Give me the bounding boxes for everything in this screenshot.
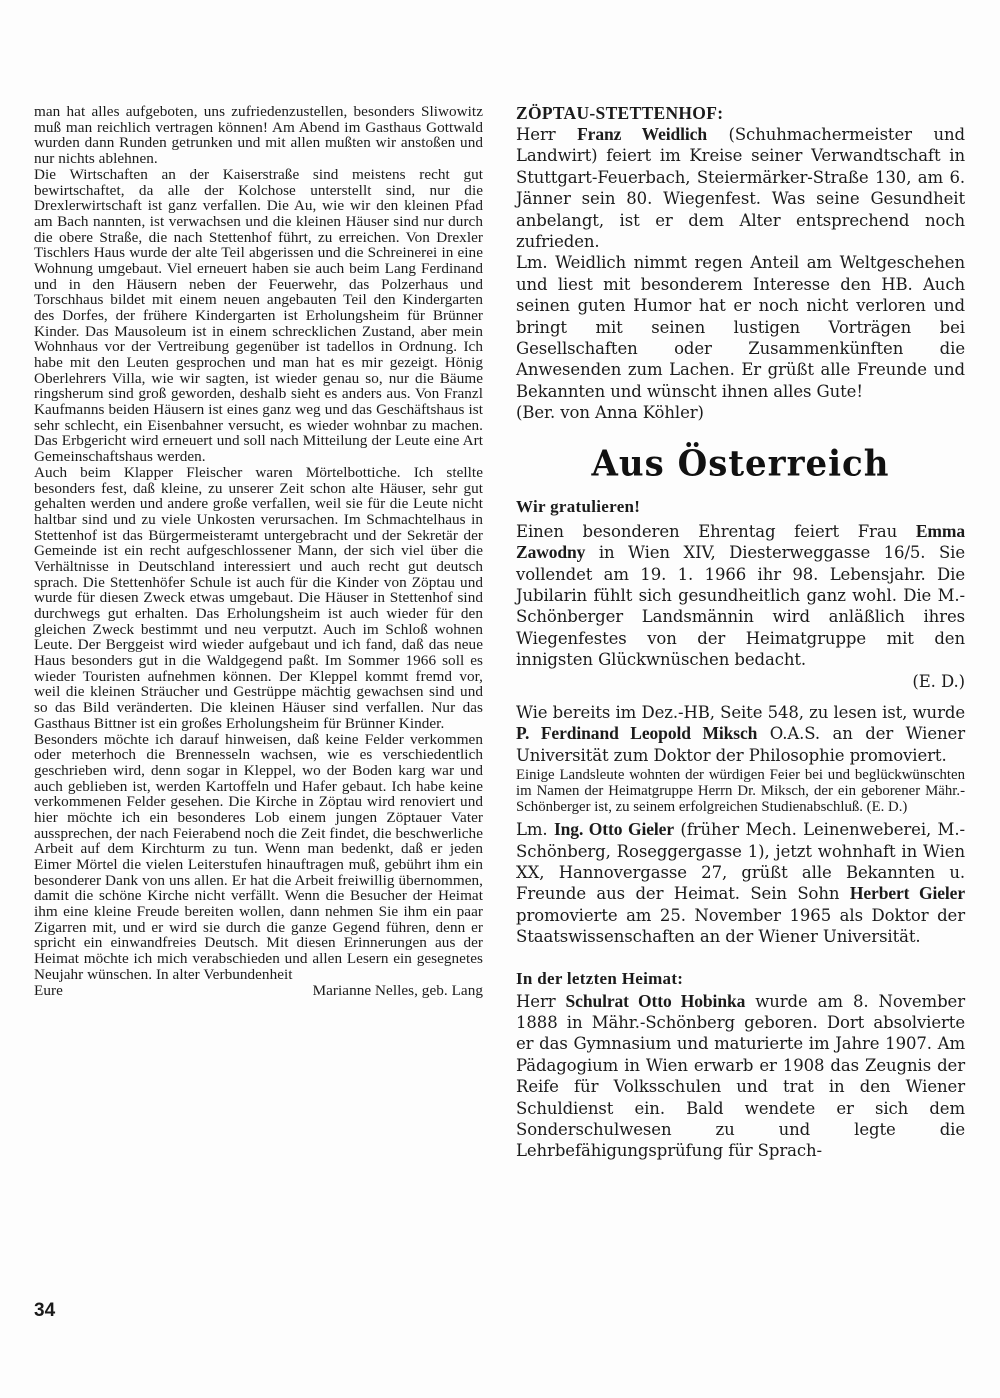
text-run: Lm. [516, 820, 554, 840]
closing-word: Eure [34, 981, 63, 999]
spacer [516, 692, 965, 702]
news-paragraph: Lm. Weidlich nimmt regen Anteil am Weltgeschehen und liest mit besonderem Interesse den HB. Auch seinen guten Humor hat er noch nicht verloren und bringt mit seinen lustigen Vorträgen bei Gesellschaften oder Zusammenkünften die Anwesenden zum Lachen. Er grüßt alle Freunde und Bekannten und wünscht ihnen alles Gute! [516, 253, 965, 401]
person-name: Schulrat Otto Hobinka [565, 990, 746, 1011]
report-credit: (Ber. von Anna Köhler) [516, 403, 704, 423]
text-run: Einen besonderen Ehrentag feiert Frau [516, 521, 916, 541]
news-paragraph [516, 521, 965, 671]
section-wir-gratulieren [516, 496, 965, 948]
news-paragraph [516, 819, 965, 947]
right-column [516, 103, 965, 1162]
news-paragraph [516, 124, 965, 252]
person-name: P. Ferdinand Leopold Miksch [516, 723, 758, 744]
person-name: Emma Zawodny [516, 520, 965, 563]
text-run: promovierte am 25. November 1965 als Doktor der Staatswissenschaften an der Wiener Universität. [516, 905, 965, 947]
article-paragraph: man hat alles aufgeboten, uns zufriedenzustellen, besonders Sliwowitz muß man reichlich vertragen können! Am Abend im Gasthaus Gottwald wurden dann Runden getrunken und mit allen mußten wir anstoßen und nur nichts ablehnen. [34, 103, 483, 167]
text-run: (früher Mech. Leinenweberei, M.-Schönberg, Roseggergasse 1), jetzt wohnhaft in Wien XX, Hannovergasse 27, grüßt alle Bekannten u. Freunde aus der Heimat. Sein Sohn [516, 820, 965, 904]
person-name: Herbert Gieler [849, 883, 965, 904]
news-paragraph [516, 702, 965, 766]
section-heading: Wir gratulieren! [516, 496, 641, 516]
news-paragraph [516, 991, 965, 1162]
left-column-article [34, 104, 483, 998]
section-letzte-heimat [516, 968, 965, 1162]
page-number: 34 [34, 1300, 56, 1321]
article-paragraph: Besonders möchte ich darauf hinweisen, daß keine Felder verkommen oder meterhoch die Brennesseln wachsen, wie es verschiedentlich geschrieben wird, denn sogar in Kleppel, wo der Boden karg war und auch geblieben ist, werden Kartoffeln und Hafer gebaut. Ich habe keine verkommenen Felder gesehen. Die Kirche in Zöptau wird renoviert und hier möchte ich ein besonderes Lob einem jungen Zöptauer Vater aussprechen, der nach Feierabend noch die Zeit findet, die beschwerliche Arbeit auf dem Kirchturm zu tun. Wenn man bedenkt, daß er jeden Eimer Mörtel die vielen Leiterstufen hinauftragen muß, gebührt ihm ein besonderer Dank von uns allen. Er hat die Arbeit freiwillig übernommen, damit die schöne Kirche nicht verfällt. Wenn die Besucher der Heimat ihm eine kleine Freude bereiten wollen, dann nehmen Sie ihm ein paar Zigarren mit, und er wird sie durch die ganze Gegend führen, denn er spricht ein einwandfreies Deutsch. Mit diesen Erinnerungen aus der Heimat möchte ich mich verabschieden und allen Lesern ein gesegnetes Neujahr wünschen. In alter Verbundenheit [34, 730, 483, 983]
region-title: Aus Österreich [591, 442, 890, 485]
author-signature: Marianne Nelles, geb. Lang [312, 981, 483, 999]
text-run: (Schuhmachermeister und Landwirt) feiert im Kreise seiner Verwandtschaft in Stuttgart-Feuerbach, Steiermärker-Straße 130, am 6. Jänner sein 80. Wiegenfest. Was seine Gesundheit anbelangt, ist er dem Alter entsprechend noch zufrieden. [516, 125, 965, 252]
text-run: Herr [516, 125, 578, 144]
article-signature-line [34, 983, 483, 999]
section-zoeptau-stettenhof [516, 103, 965, 424]
section-heading: In der letzten Heimat: [516, 968, 684, 988]
person-name: Ing. Otto Gieler [553, 819, 674, 840]
text-run: O.A.S. an der Wiener Universität zum Doktor der Philosophie promoviert. [516, 724, 965, 765]
spacer [516, 948, 965, 968]
text-run: Wie bereits im Dez.-HB, Seite 548, zu lesen ist, wurde [516, 702, 965, 722]
news-note-small: Einige Landsleute wohnten der würdigen Feier bei und beglückwünschten im Namen der Heimatgruppe Herrn Dr. Miksch, der ein geborener Mähr.-Schönberger ist, zu seinem erfolgreichen Studienabschluß. (E. D.) [516, 767, 965, 816]
text-run: in Wien XIV, Diesterweggasse 16/5. Sie vollendet am 19. 1. 1966 ihr 98. Lebensjahr. Die Jubilarin fühlt sich gesundheitlich ganz wohl. Die M.-Schönberger Landsmännin wird anläßlich ihres Wiegenfestes von der Heimatgruppe mit den innigsten Glückwnüschen bedacht. [516, 543, 965, 670]
person-name: Franz Weidlich [577, 124, 707, 144]
article-paragraph: Die Wirtschaften an der Kaiserstraße sind meistens recht gut bewirtschaftet, da alle der Kolchose unterstellt sind, nur die Drexlerwirtschaft ist ganz verfallen. Die Au, wie wir den kleinen Pfad am Bach nannten, ist verwachsen und die kleinen Häuser sind nur durch die obere Straße, die nach Stettenhof führt, zu erreichen. Von Drexler Tischlers Haus wurde der alte Teil abgerissen und die Schreinerei in eine Wohnung umgebaut. Viel erneuert haben sie auch beim Lang Ferdinand und in den Häusern neben der Feuerwehr, das Polzerhaus und Torschhaus bildet mit einem neuen angebauten Teil den Kindergarten des Dorfes, der frühere Kindergarten ist Erholungsheim für Brünner Kinder. Das Mausoleum ist in einem schrecklichen Zustand, aber mein Wohnhaus vor der Vertreibung gegenüber ist tadellos in Ordnung. Ich habe mit den Leuten gesprochen und man hat es mir gezeigt. Hönig Oberlehrers Villa, wie wir sagten, ist wieder genau so, nur die Bäume ringsherum sind groß geworden, deshalb sieht es anders aus. Von Franzl Kaufmanns beiden Häusern ist eines ganz weg und das Geschäftshaus ist sehr schlecht, ein Eisenbahner versucht, es wieder wohnbar zu machen. Das Erbgericht wird erneuert und soll nach Mitteilung der Leute eine Art Gemeinschaftshaus werden. [34, 166, 483, 465]
text-run: Herr [516, 991, 566, 1011]
article-paragraph: Auch beim Klapper Fleischer waren Mörtelbottiche. Ich stellte besonders fest, daß kleine, zu unserer Zeit schon alte Häuser, sehr gut gehalten werden und andere große verfallen, weil sie für die Leute nicht haltbar sind und zu viele Unkosten verursachen. Im Schmachtelhaus in Stettenhof ist das Bürgermeisteramt untergebracht und der Sekretär der Gemeinde ist ein recht aufgeschlossener Mann, der sich viel über die Verhältnisse in Deutschland interessiert und auch recht gut deutsch sprach. Die Stettenhöfer Schule ist auch für die Kinder von Zöptau und wurde für diesen Zweck etwas umgebaut. Die Häuser in Stettenhof sind durchwegs gut erhalten. Das Erholungsheim ist auch wieder für den gleichen Zweck bestimmt und neu verputzt. Auch im Schloß wohnen Leute. Der Berggeist wird wieder aufgebaut und ich fand, daß das neue Haus besonders gut in die Waldgegend paßt. Im Sommer 1966 soll es wieder Touristen aufnehmen können. Der Kleppel kommt fremd vor, weil die kleinen Sträucher und Gestrüppe mächtig gewachsen sind und so das Bild veränderten. Die kleinen Häuser sind verfallen. Nur das Gasthaus Bittner ist ein großes Erholungsheim für Brünner Kinder. [34, 464, 483, 732]
section-heading: ZÖPTAU-STETTENHOF: [516, 103, 724, 123]
text-run: wurde am 8. November 1888 in Mähr.-Schönberg geboren. Dort absolvierte er das Gymnasium und maturierte im Jahre 1907. Am Pädagogium in Wien erwarb er 1908 das Zeugnis der Reife für Volksschulen und trat in den Wiener Schuldienst ein. Bald wendete er sich dem Sonderschulwesen zu und legte die Lehrbefähigungsprüfung für Sprach- [516, 991, 965, 1161]
author-initials: (E. D.) [912, 671, 965, 691]
